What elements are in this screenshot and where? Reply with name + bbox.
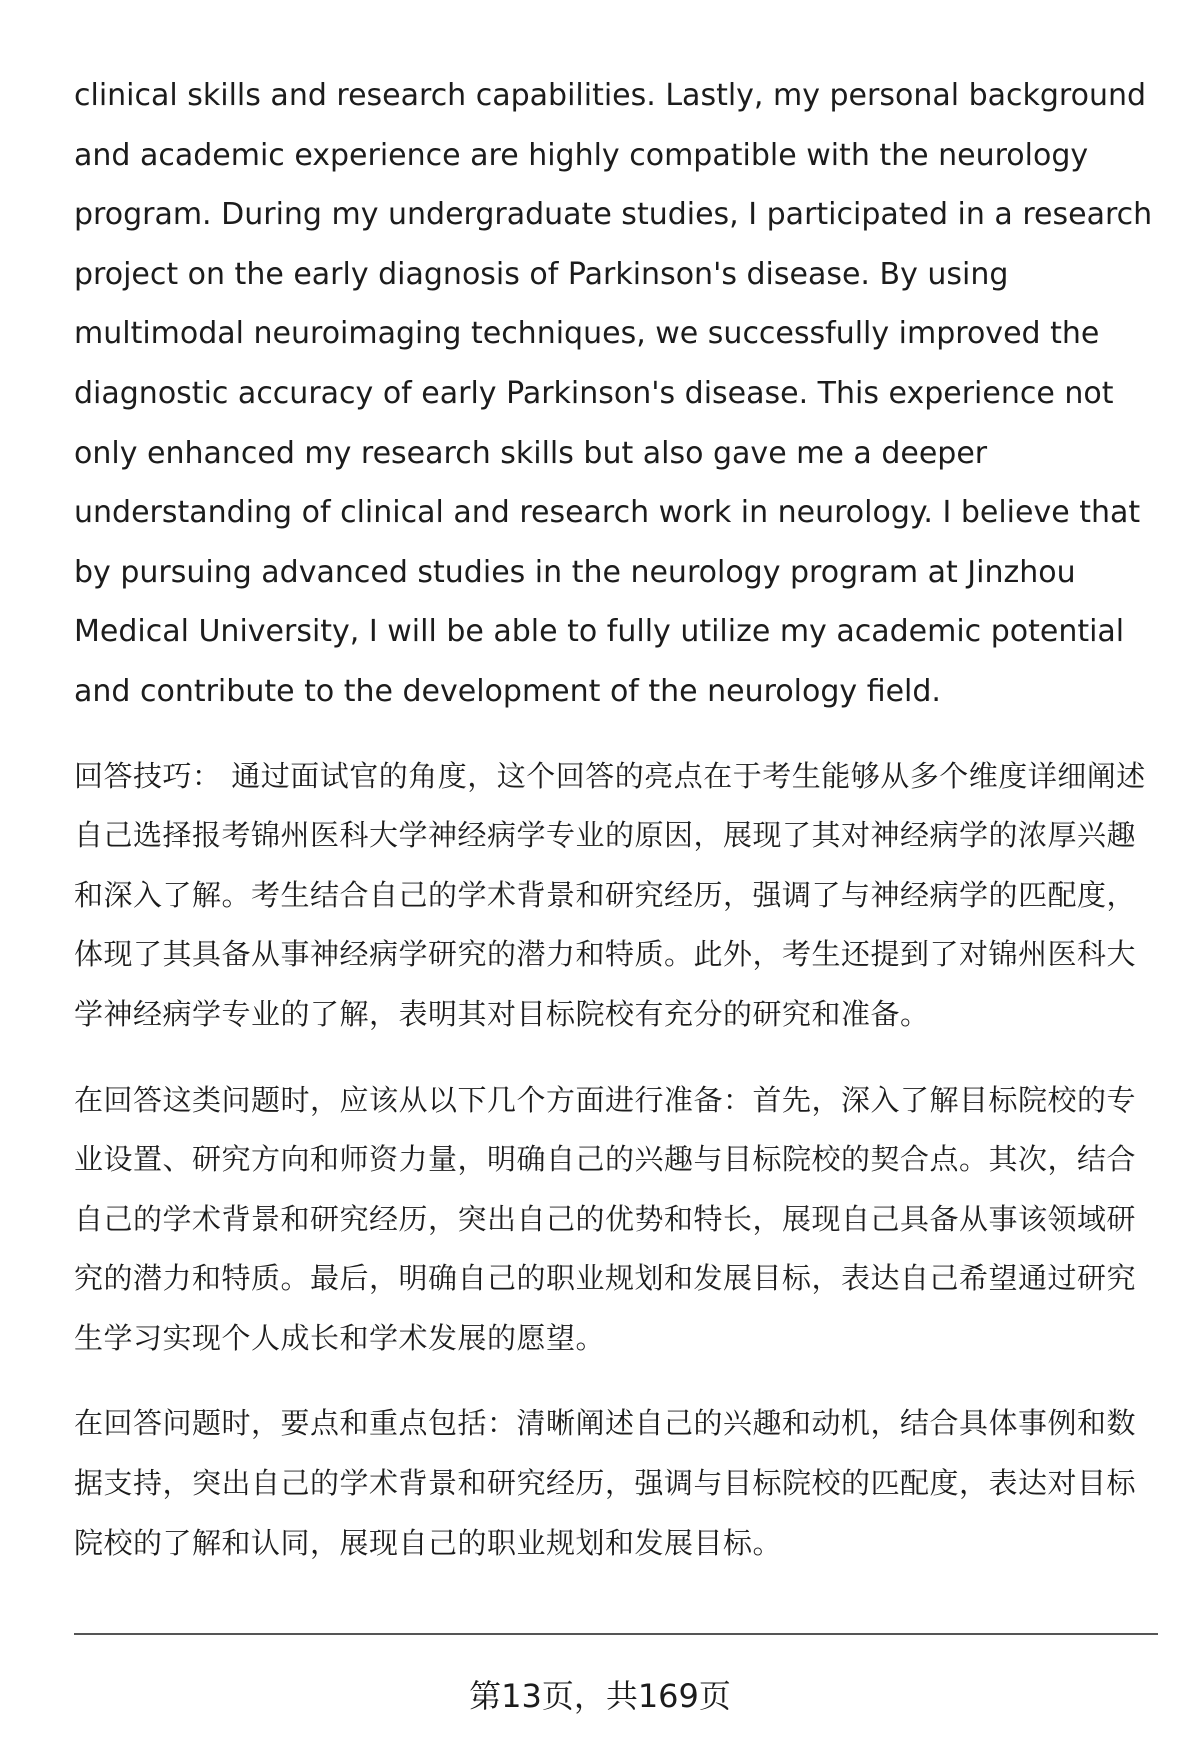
page-number: 第13页，共169页 (469, 1677, 731, 1715)
answer-tips-paragraph: 回答技巧： 通过面试官的角度，这个回答的亮点在于考生能够从多个维度详细阐述自己选择报考锦州医科大学神经病学专业的原因，展现了其对神经病学的浓厚兴趣和深入了解。考生结合自己的学术背景和研究经历，强调了与神经病学的匹配度，体现了其具备从事神经病学研究的潜力和特质。此外，考生还提到了对锦州医科大学神经病学专业的了解，表明其对目标院校有充分的研究和准备。 (74, 758, 1146, 1031)
footer-divider (74, 1633, 1158, 1635)
key-points-paragraph: 在回答问题时，要点和重点包括：清晰阐述自己的兴趣和动机，结合具体事例和数据支持，突出自己的学术背景和研究经历，强调与目标院校的匹配度，表达对目标院校的了解和认同，展现自己的职业规划和发展目标。 (74, 1406, 1137, 1560)
english-paragraph: clinical skills and research capabilities. Lastly, my personal background and academic experience are highly compatible with the neurology program. During my undergraduate studies, I participated in a research project on the early diagnosis of Parkinson's disease. By using multimodal neuroimaging techniques, we successfully improved the diagnostic accuracy of early Parkinson's disease. This experience not only enhanced my research skills but also gave me a deeper understanding of clinical and research work in neurology. I believe that by pursuing advanced studies in the neurology program at Jinzhou Medical University, I will be able to fully utilize my academic potential and contribute to the development of the neurology field. (74, 78, 1153, 709)
preparation-paragraph: 在回答这类问题时，应该从以下几个方面进行准备：首先，深入了解目标院校的专业设置、研究方向和师资力量，明确自己的兴趣与目标院校的契合点。其次，结合自己的学术背景和研究经历，突出自己的优势和特长，展现自己具备从事该领域研究的潜力和特质。最后，明确自己的职业规划和发展目标，表达自己希望通过研究生学习实现个人成长和学术发展的愿望。 (74, 1082, 1137, 1355)
document-body (74, 66, 1158, 1599)
